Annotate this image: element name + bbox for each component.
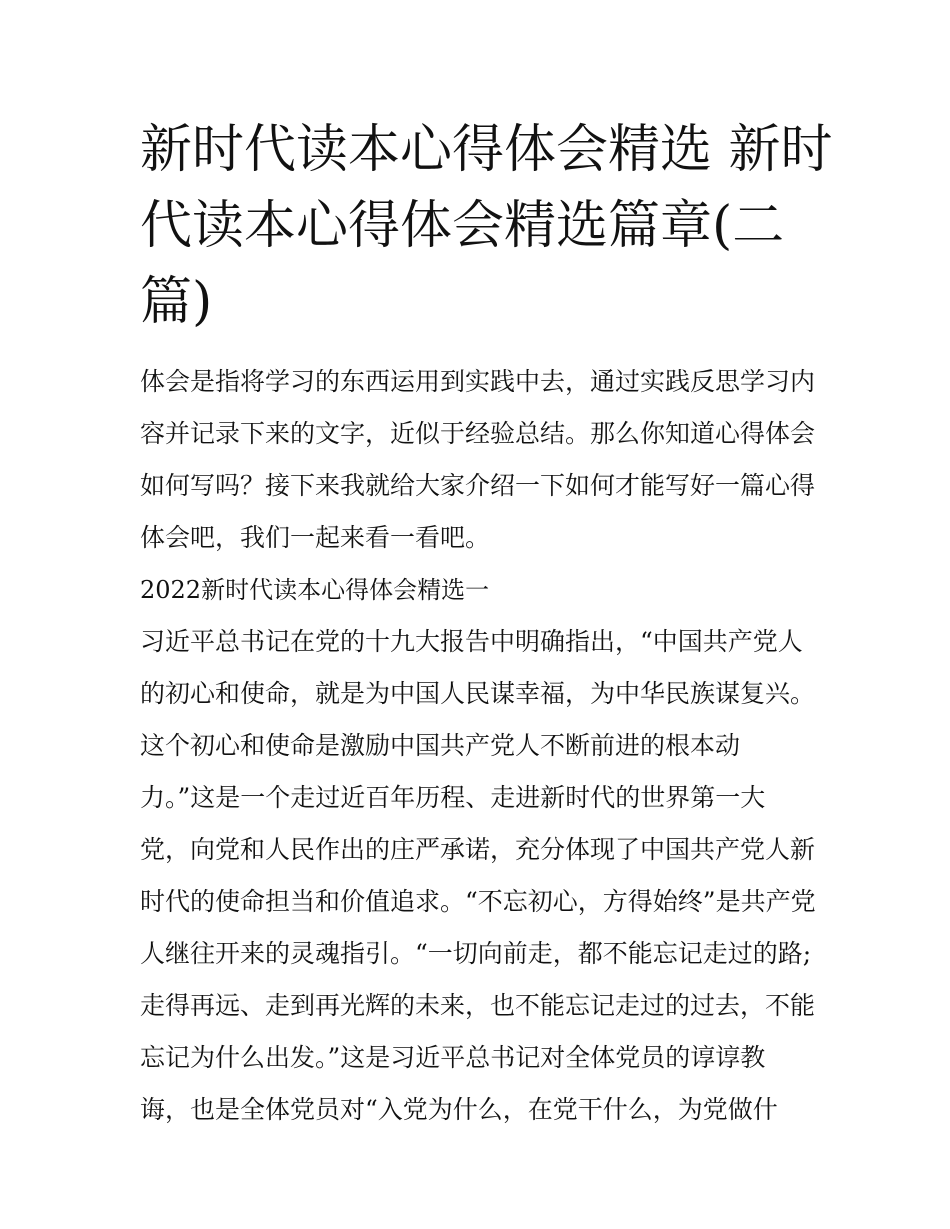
section-paragraph-line: 时代的使命担当和价值追求。“不忘初心，方得始终”是共产党	[140, 887, 816, 916]
intro-paragraph-line: 如何写吗？接下来我就给大家介绍一下如何才能写好一篇心得	[140, 471, 816, 500]
section-paragraph-line: 的初心和使命，就是为中国人民谋幸福，为中华民族谋复兴。	[140, 679, 816, 708]
section-paragraph-line: 这个初心和使命是激励中国共产党人不断前进的根本动	[140, 731, 741, 760]
section-heading: 2022新时代读本心得体会精选一	[140, 576, 490, 604]
section-paragraph-line: 人继往开来的灵魂指引。“一切向前走，都不能忘记走过的路;	[140, 939, 812, 968]
title-line: 代读本心得体会精选篇章(二	[140, 196, 785, 256]
title-line: 新时代读本心得体会精选 新时	[140, 120, 833, 180]
section-paragraph-line: 诲，也是全体党员对“入党为什么，在党干什么，为党做什	[140, 1095, 778, 1124]
section-paragraph-line: 忘记为什么出发。”这是习近平总书记对全体党员的谆谆教	[140, 1043, 766, 1072]
document-title	[140, 112, 833, 340]
document-body	[140, 356, 820, 1136]
section-paragraph-line: 习近平总书记在党的十九大报告中明确指出，“中国共产党人	[140, 627, 803, 656]
section-paragraph-line: 力。”这是一个走过近百年历程、走进新时代的世界第一大	[140, 783, 766, 812]
section-paragraph-line: 走得再远、走到再光辉的未来，也不能忘记走过的过去，不能	[140, 991, 816, 1020]
title-line: 篇)	[140, 272, 213, 332]
section-paragraph-line: 党，向党和人民作出的庄严承诺，充分体现了中国共产党人新	[140, 835, 816, 864]
intro-paragraph-line: 体会吧，我们一起来看一看吧。	[140, 523, 491, 552]
intro-paragraph-line: 容并记录下来的文字，近似于经验总结。那么你知道心得体会	[140, 419, 816, 448]
intro-paragraph-line: 体会是指将学习的东西运用到实践中去，通过实践反思学习内	[140, 367, 816, 396]
